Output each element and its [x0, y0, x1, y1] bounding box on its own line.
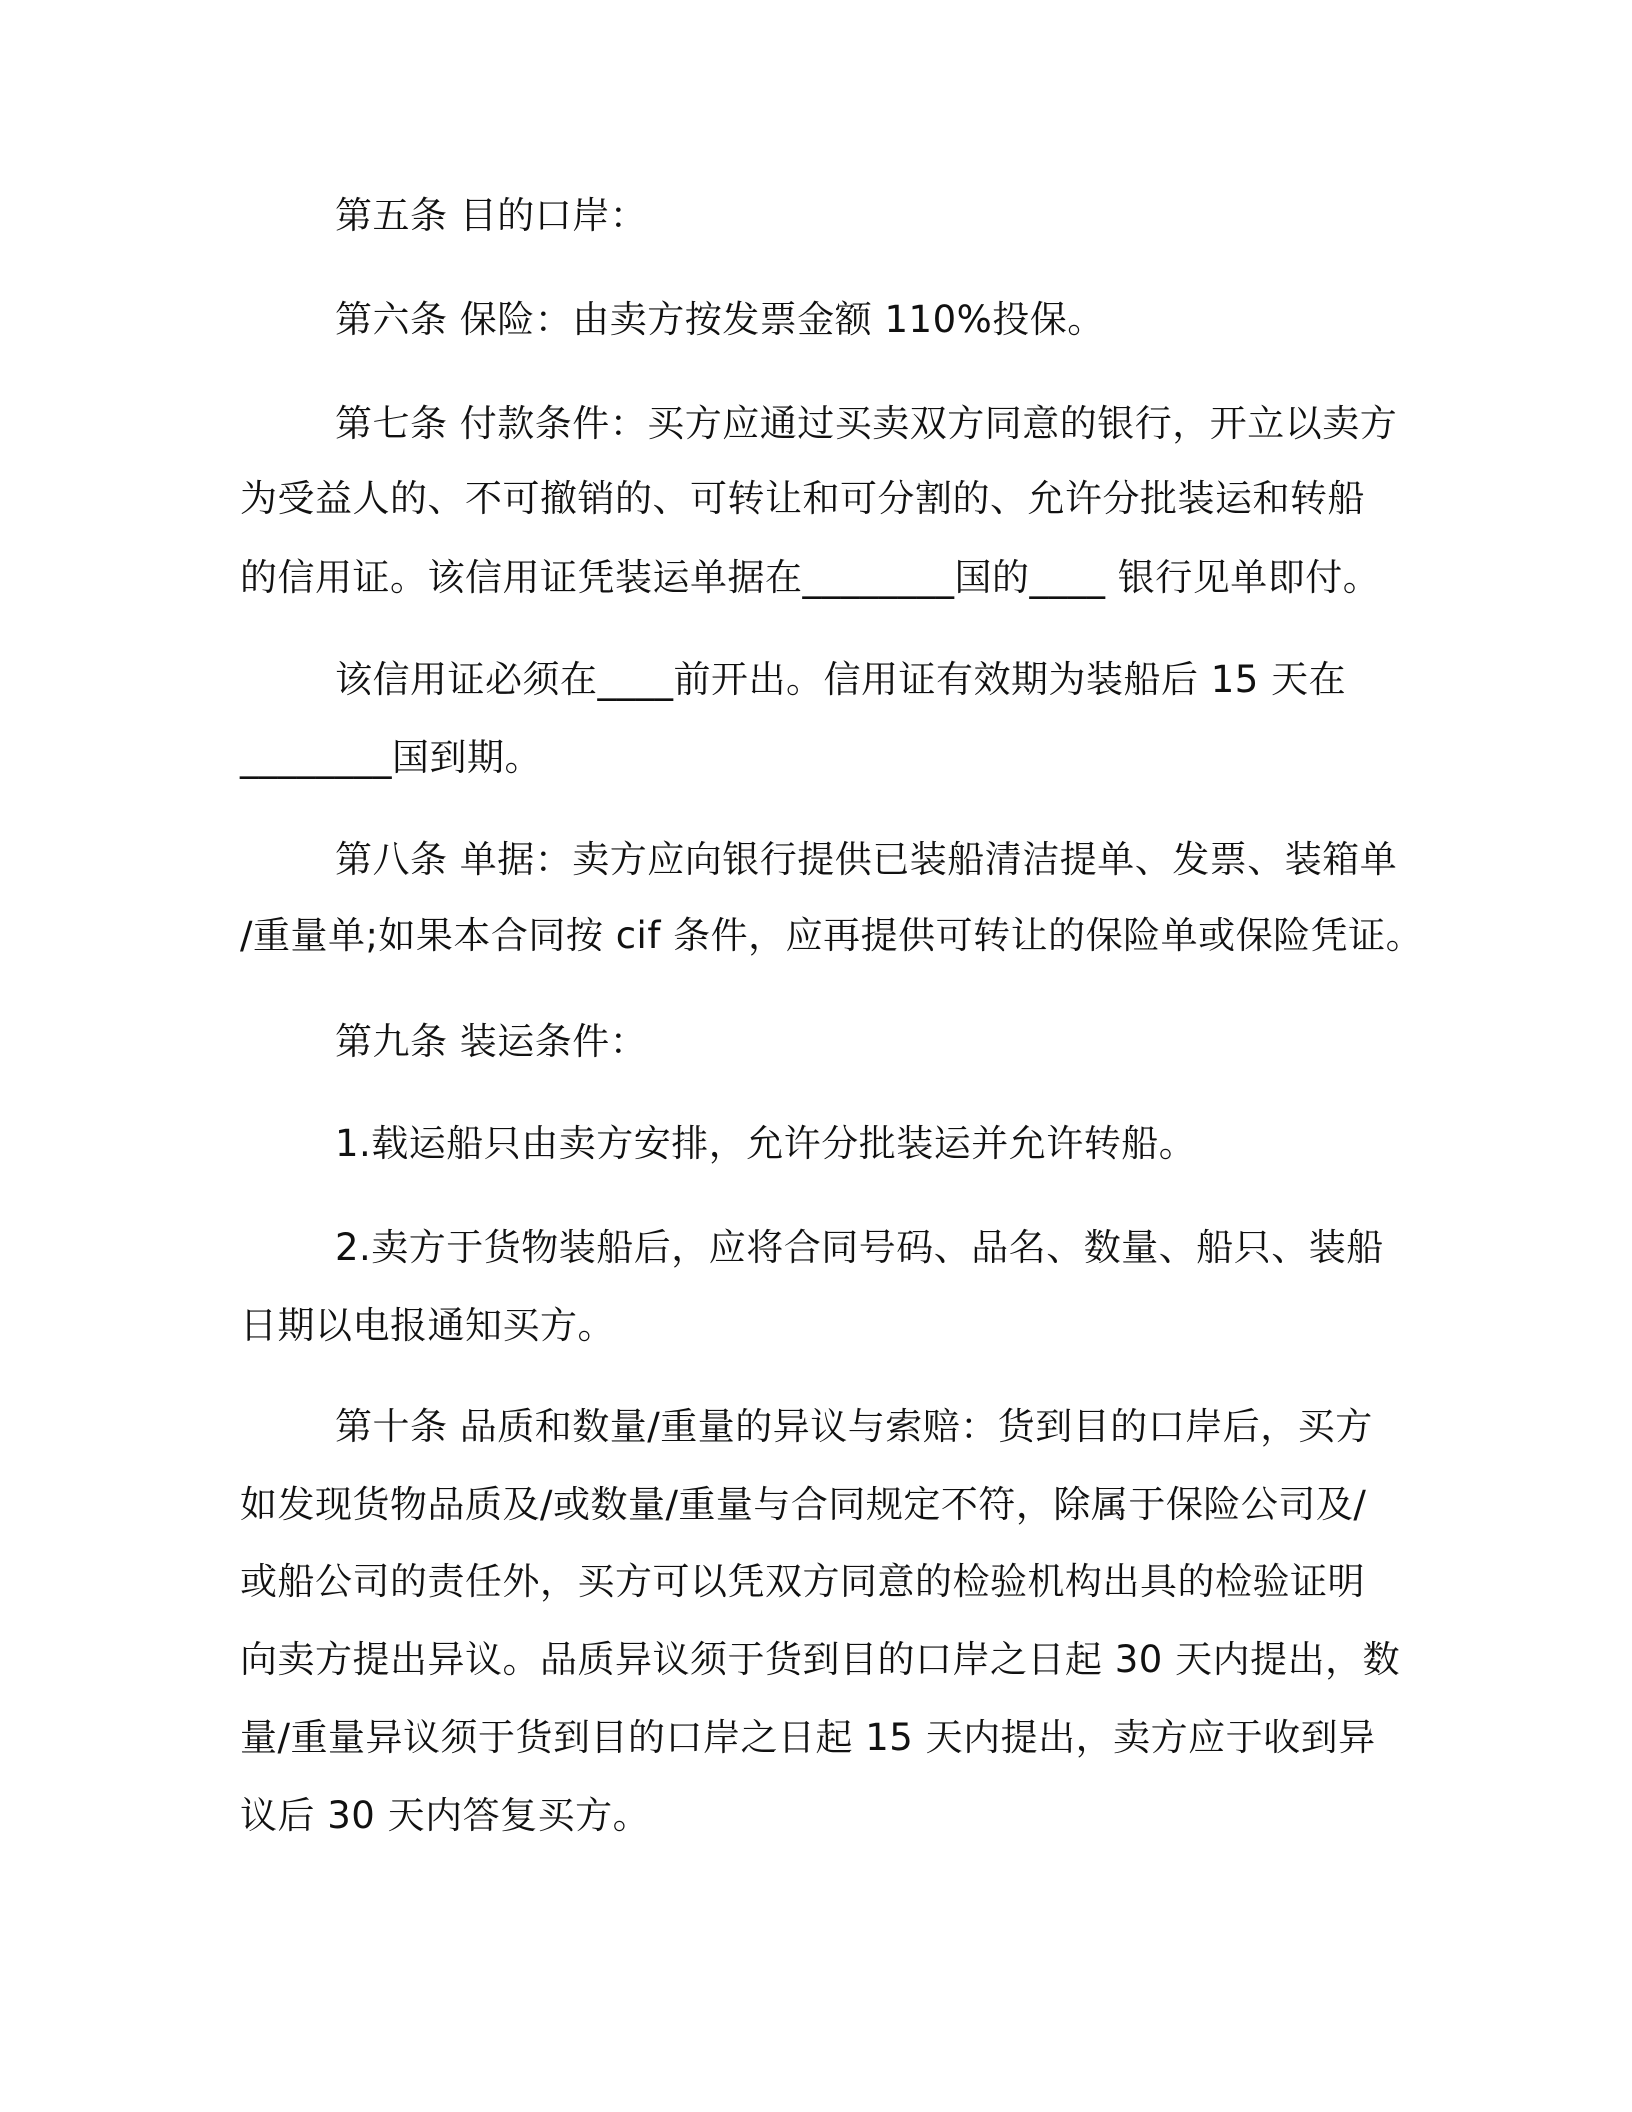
credit-validity-line-2: ________国到期。	[240, 736, 542, 779]
shipment-clause-1: 1.载运船只由卖方安排，允许分批装运并允许转船。	[335, 1122, 1197, 1165]
shipment-clause-2-line-1: 2.卖方于货物装船后，应将合同号码、品名、数量、船只、装船	[335, 1226, 1384, 1269]
article-9-heading: 第九条 装运条件：	[335, 1020, 648, 1063]
credit-validity-line-1: 该信用证必须在____前开出。信用证有效期为装船后 15 天在	[335, 658, 1347, 701]
article-7-line-1: 第七条 付款条件：买方应通过买卖双方同意的银行，开立以卖方	[335, 402, 1398, 445]
article-10-line-3: 或船公司的责任外，买方可以凭双方同意的检验机构出具的检验证明	[240, 1560, 1365, 1603]
article-6-insurance: 第六条 保险：由卖方按发票金额 110%投保。	[335, 298, 1105, 341]
article-10-line-1: 第十条 品质和数量/重量的异议与索赔：货到目的口岸后，买方	[335, 1405, 1373, 1448]
article-7-line-3: 的信用证。该信用证凭装运单据在________国的____ 银行见单即付。	[240, 556, 1381, 599]
shipment-clause-2-line-2: 日期以电报通知买方。	[240, 1304, 615, 1347]
article-10-line-4: 向卖方提出异议。品质异议须于货到目的口岸之日起 30 天内提出，数	[240, 1638, 1401, 1681]
article-10-line-5: 量/重量异议须于货到目的口岸之日起 15 天内提出，卖方应于收到异	[240, 1716, 1376, 1759]
article-8-line-2: /重量单;如果本合同按 cif 条件，应再提供可转让的保险单或保险凭证。	[240, 914, 1424, 957]
article-10-line-2: 如发现货物品质及/或数量/重量与合同规定不符，除属于保险公司及/	[240, 1483, 1367, 1526]
article-5-heading: 第五条 目的口岸：	[335, 194, 648, 237]
article-7-line-2: 为受益人的、不可撤销的、可转让和可分割的、允许分批装运和转船	[240, 477, 1365, 520]
article-10-line-6: 议后 30 天内答复买方。	[240, 1794, 651, 1837]
article-8-line-1: 第八条 单据：卖方应向银行提供已装船清洁提单、发票、装箱单	[335, 838, 1398, 881]
